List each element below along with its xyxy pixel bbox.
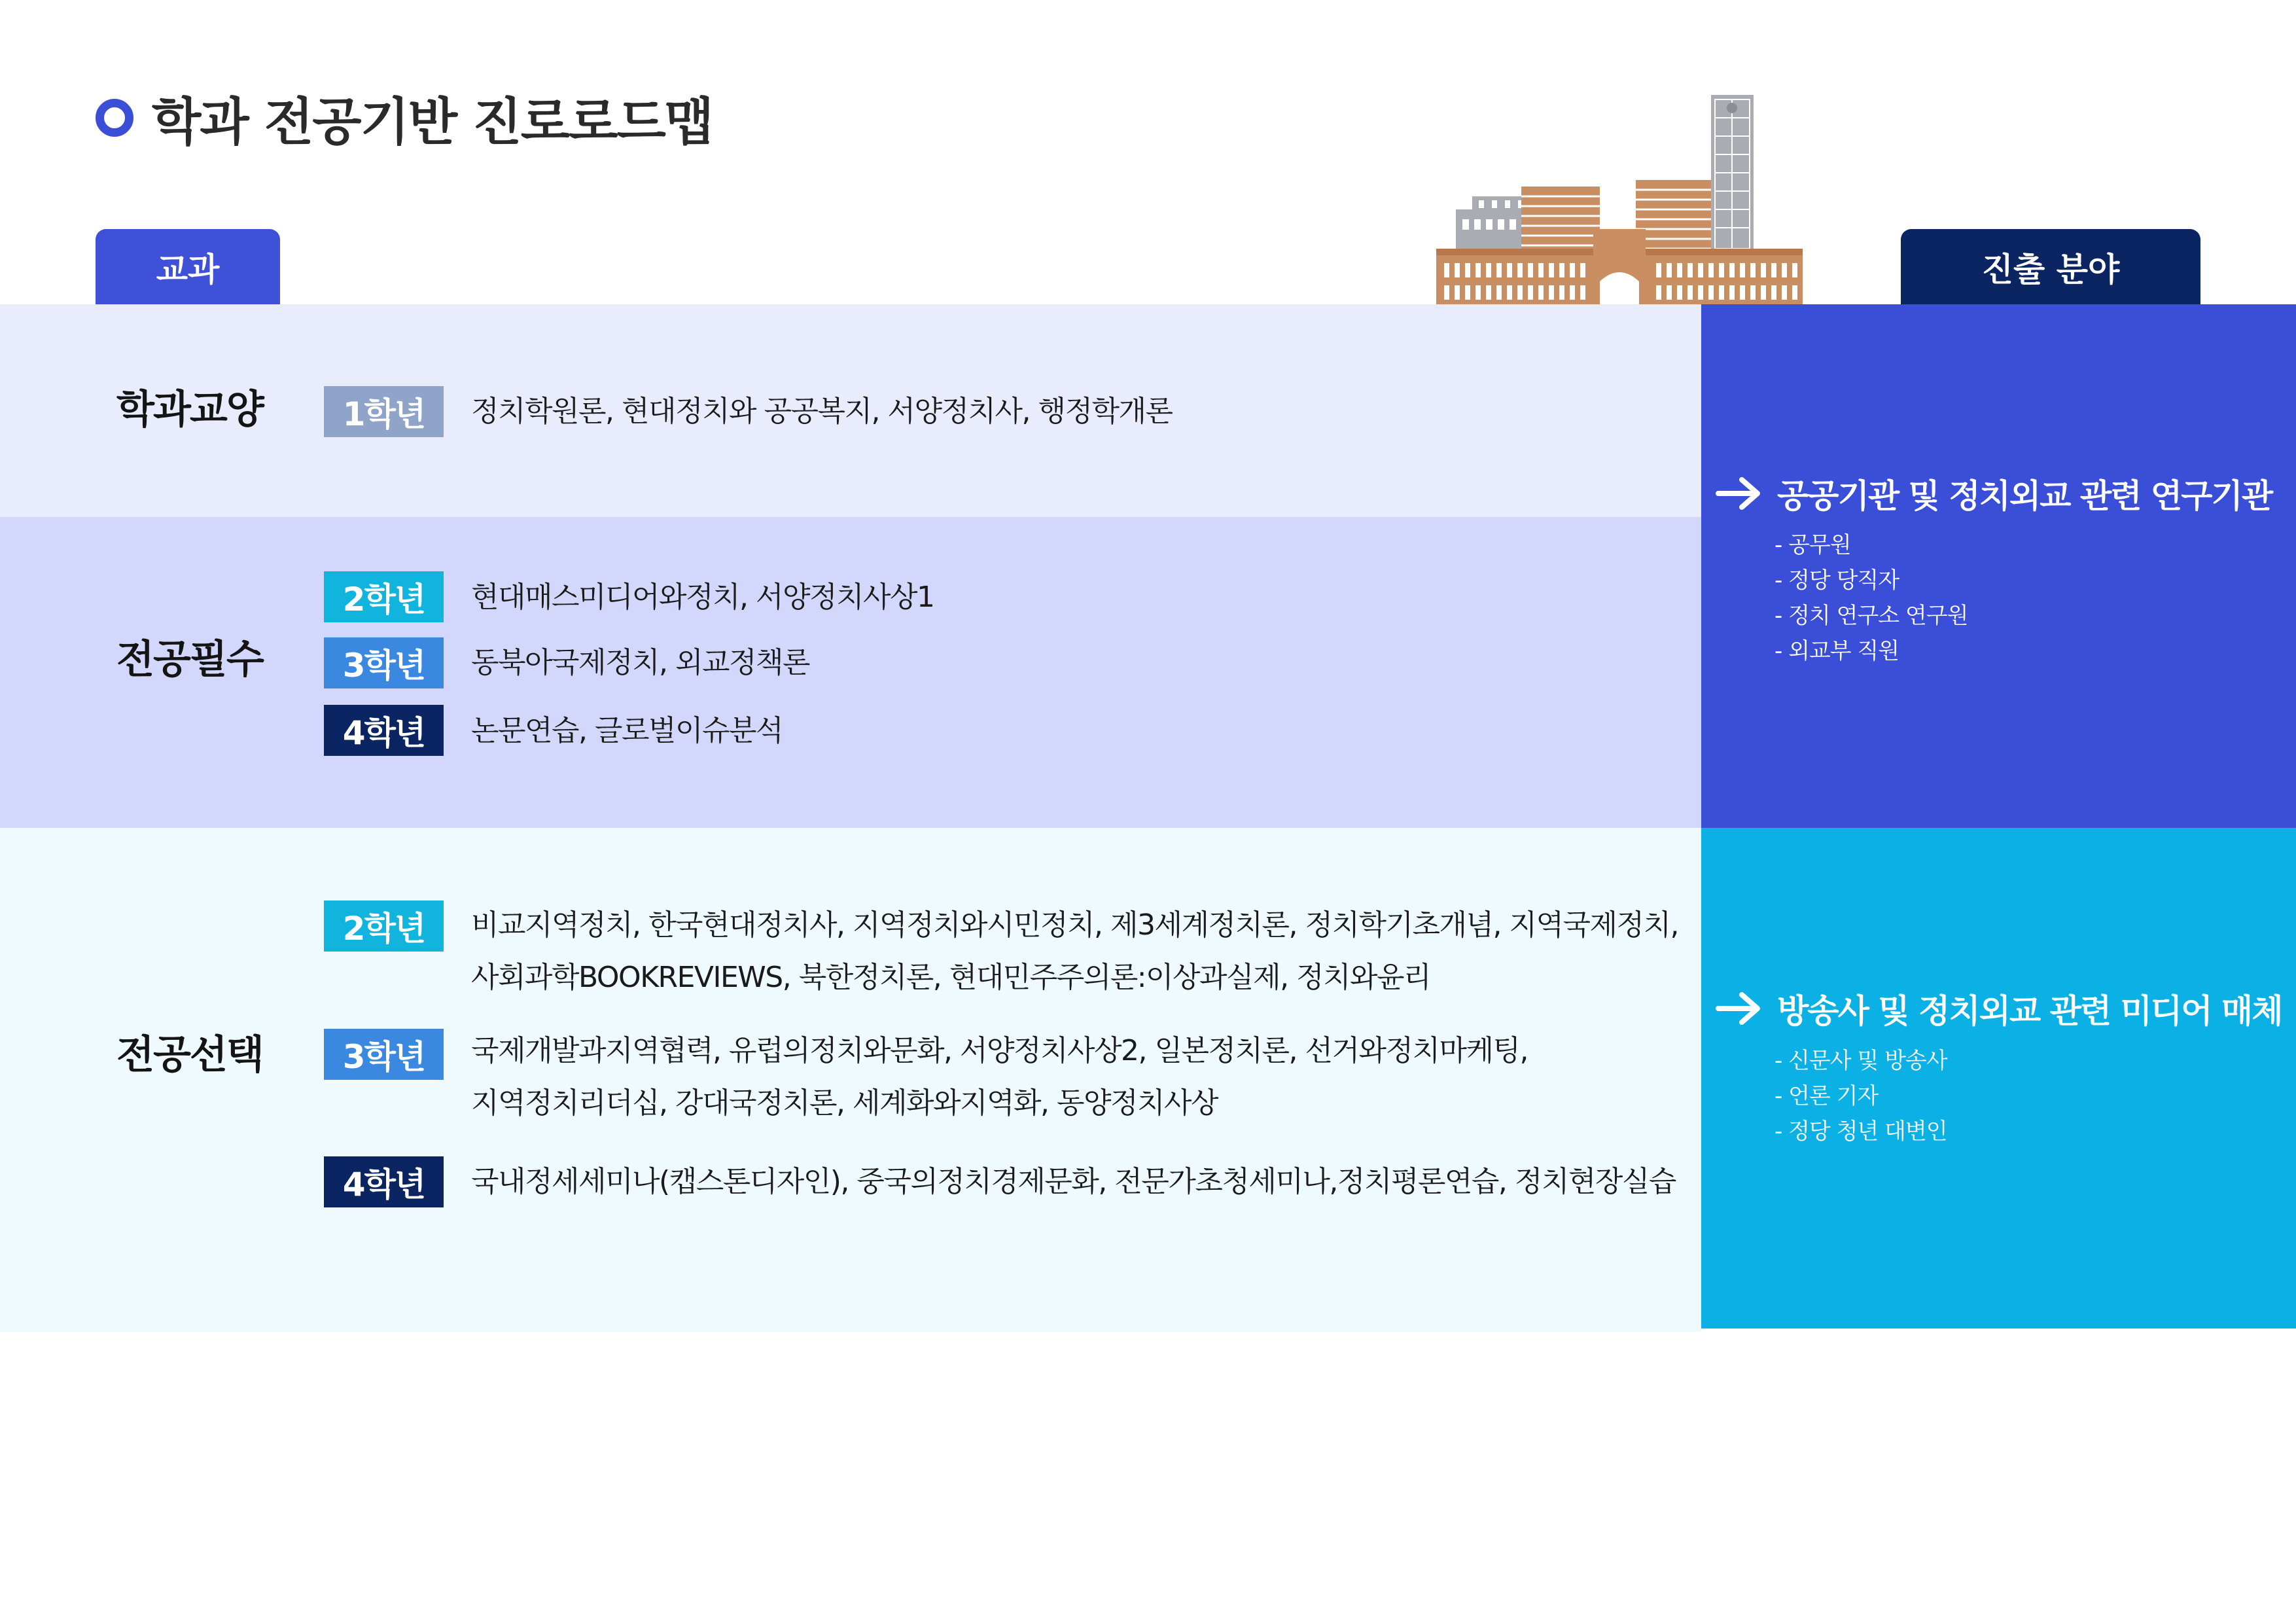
grade-badge: 4학년 bbox=[324, 705, 444, 756]
course-line: 지역정치리더십, 강대국정치론, 세계화와지역화, 동양정치사상 bbox=[471, 1086, 1218, 1120]
career-title: 방송사 및 정치외교 관련 미디어 매체 bbox=[1777, 992, 2282, 1030]
course-line: 정치학원론, 현대정치와 공공복지, 서양정치사, 행정학개론 bbox=[471, 395, 1173, 428]
career-item: - 정당 당직자 bbox=[1775, 567, 1899, 594]
section-label: 전공필수 bbox=[116, 637, 263, 683]
arrow-right-icon bbox=[1716, 476, 1763, 511]
ring-bullet-icon bbox=[96, 99, 133, 137]
course-list bbox=[471, 705, 1675, 757]
career-list bbox=[1775, 527, 1968, 669]
course-line: 국내정세세미나(캡스톤디자인), 중국의정치경제문화, 전문가초청세미나,정치평론연습, 정치현장실습 bbox=[471, 1165, 1676, 1198]
career-item: - 정당 청년 대변인 bbox=[1775, 1118, 1947, 1145]
course-line: 사회과학BOOKREVIEWS, 북한정치론, 현대민주주의론:이상과실제, 정치와윤리 bbox=[471, 961, 1431, 994]
grade-badge: 4학년 bbox=[324, 1156, 444, 1207]
course-list bbox=[471, 899, 1679, 1004]
arrow-right-icon bbox=[1716, 991, 1763, 1026]
career-heading bbox=[1716, 985, 2282, 1032]
course-line: 동북아국제정치, 외교정책론 bbox=[471, 646, 810, 679]
grade-badge: 2학년 bbox=[324, 571, 444, 622]
grade-badge: 3학년 bbox=[324, 637, 444, 688]
course-list bbox=[471, 637, 1675, 689]
career-item: - 신문사 및 방송사 bbox=[1775, 1048, 1947, 1074]
course-list bbox=[471, 1156, 1675, 1208]
campus-buildings-illustration bbox=[1436, 92, 1803, 305]
career-heading bbox=[1716, 470, 2272, 517]
tab-subject: 교과 bbox=[96, 229, 280, 305]
course-list bbox=[471, 385, 1675, 438]
section-label: 학과교양 bbox=[116, 387, 263, 433]
career-item: - 언론 기자 bbox=[1775, 1083, 1879, 1109]
career-title: 공공기관 및 정치외교 관련 연구기관 bbox=[1777, 477, 2272, 515]
grade-badge: 1학년 bbox=[324, 386, 444, 437]
course-line: 논문연습, 글로벌이슈분석 bbox=[471, 714, 783, 747]
grade-badge: 2학년 bbox=[324, 901, 444, 952]
career-list bbox=[1775, 1043, 1947, 1149]
course-list bbox=[471, 571, 1675, 624]
course-line: 비교지역정치, 한국현대정치사, 지역정치와시민정치, 제3세계정치론, 정치학기초개념, 지역국제정치, bbox=[471, 908, 1679, 942]
career-item: - 공무원 bbox=[1775, 532, 1851, 558]
career-item: - 외교부 직원 bbox=[1775, 638, 1899, 664]
tab-career: 진출 분야 bbox=[1901, 229, 2200, 305]
course-line: 현대매스미디어와정치, 서양정치사상1 bbox=[471, 580, 934, 614]
page-title-text: 학과 전공기반 진로로드맵 bbox=[152, 93, 713, 152]
page-title bbox=[96, 82, 713, 154]
course-line: 국제개발과지역협력, 유럽의정치와문화, 서양정치사상2, 일본정치론, 선거와정치마케팅, bbox=[471, 1034, 1528, 1067]
section-label: 전공선택 bbox=[116, 1032, 263, 1078]
career-item: - 정치 연구소 연구원 bbox=[1775, 603, 1968, 629]
grade-badge: 3학년 bbox=[324, 1029, 444, 1080]
course-list bbox=[471, 1025, 1675, 1130]
